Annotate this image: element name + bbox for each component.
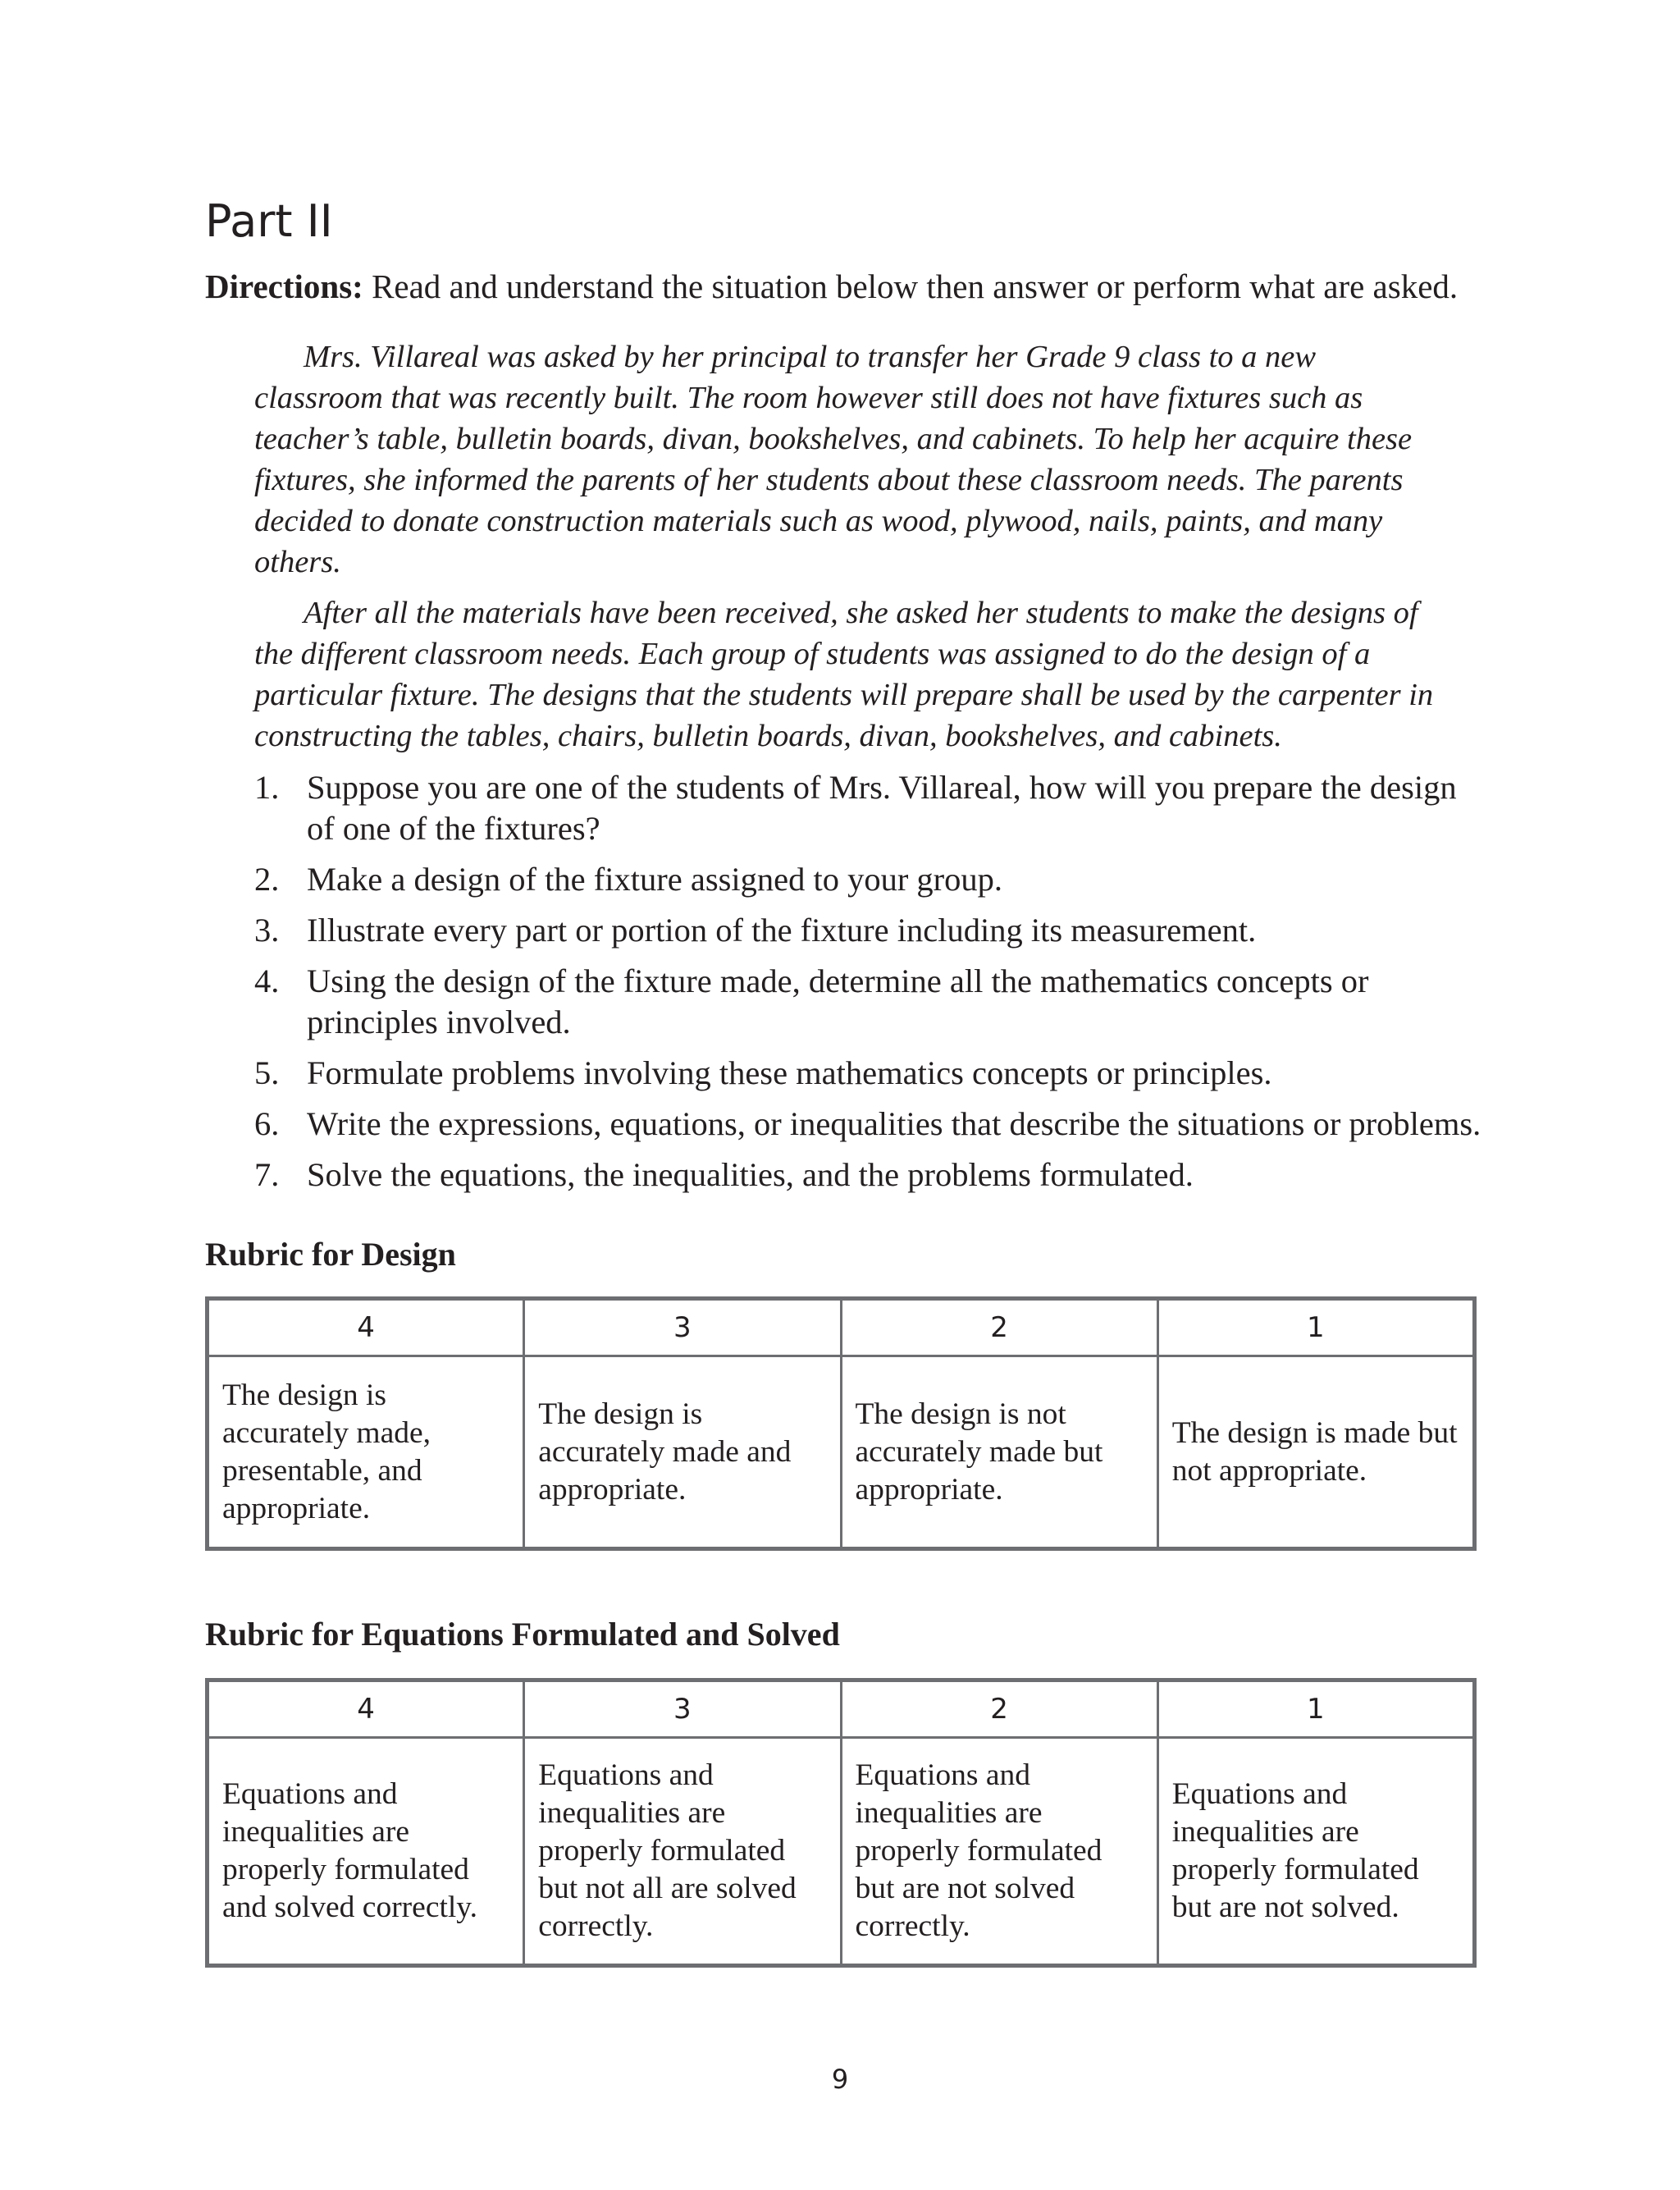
rubric-score-row	[208, 1299, 1475, 1356]
rubric-description-row	[208, 1738, 1475, 1966]
rubric-equations-table	[205, 1678, 1477, 1968]
situation-paragraph: After all the materials have been received, she asked her students to make the designs of the different classroom needs. Each group of students was assigned to do the design of a particular fixture. The designs that the students will prepare shall be used by the carpenter in constructing the tables, chairs, bulletin boards, divan, bookshelves, and cabinets.	[254, 596, 1434, 753]
rubric-equations-title: Rubric for Equations Formulated and Solved	[205, 1616, 840, 1653]
rubric-cell: The design is accurately made and appropriate.	[524, 1356, 841, 1549]
task-list	[254, 767, 1485, 1205]
score-header: 2	[841, 1299, 1157, 1356]
task-text: Solve the equations, the inequalities, and the problems formulated.	[307, 1156, 1194, 1193]
score-header: 2	[841, 1680, 1157, 1738]
task-text: Using the design of the fixture made, determine all the mathematics concepts or principles involved.	[307, 962, 1369, 1040]
directions-label: Directions:	[205, 267, 363, 305]
task-number: 7.	[254, 1156, 280, 1193]
task-item	[254, 1154, 1485, 1196]
situation-passage	[254, 336, 1444, 757]
rubric-cell: Equations and inequalities are properly formulated but are not solved correctly.	[841, 1738, 1157, 1966]
task-number: 2.	[254, 861, 280, 898]
score-header: 4	[208, 1680, 524, 1738]
task-text: Make a design of the fixture assigned to your group.	[307, 861, 1003, 898]
task-item	[254, 961, 1485, 1043]
score-header: 1	[1157, 1680, 1474, 1738]
task-item	[254, 1104, 1485, 1145]
task-number: 1.	[254, 769, 280, 806]
score-header: 1	[1157, 1299, 1474, 1356]
task-item	[254, 910, 1485, 951]
page-number: 9	[831, 2064, 849, 2095]
task-number: 4.	[254, 962, 280, 999]
situation-paragraph: Mrs. Villareal was asked by her principal to transfer her Grade 9 class to a new classroom that was recently built. The room however still does not have fixtures such as teacher’s table, bulletin boards, divan, bookshelves, and cabinets. To help her acquire these fixtures, she informed the parents of her students about these classroom needs. The parents decided to donate construction materials such as wood, plywood, nails, paints, and many others.	[254, 340, 1413, 579]
rubric-design-title: Rubric for Design	[205, 1236, 456, 1273]
task-number: 3.	[254, 912, 280, 949]
task-text: Suppose you are one of the students of Mrs. Villareal, how will you prepare the design of one of the fixtures?	[307, 769, 1457, 847]
task-number: 6.	[254, 1105, 280, 1142]
rubric-cell: The design is accurately made, presentable, and appropriate.	[208, 1356, 524, 1549]
task-text: Formulate problems involving these mathematics concepts or principles.	[307, 1054, 1272, 1091]
rubric-design-table	[205, 1296, 1477, 1551]
rubric-cell: Equations and inequalities are properly formulated but are not solved.	[1157, 1738, 1474, 1966]
task-item	[254, 767, 1485, 849]
rubric-cell: Equations and inequalities are properly formulated and solved correctly.	[208, 1738, 524, 1966]
rubric-cell: Equations and inequalities are properly formulated but not all are solved correctly.	[524, 1738, 841, 1966]
rubric-score-row	[208, 1680, 1475, 1738]
rubric-cell: The design is made but not appropriate.	[1157, 1356, 1474, 1549]
page-title: Part II	[205, 195, 333, 247]
task-number: 5.	[254, 1054, 280, 1091]
score-header: 4	[208, 1299, 524, 1356]
task-item	[254, 1053, 1485, 1094]
task-text: Illustrate every part or portion of the fixture including its measurement.	[307, 912, 1257, 949]
score-header: 3	[524, 1680, 841, 1738]
directions	[205, 267, 1458, 306]
rubric-description-row	[208, 1356, 1475, 1549]
task-text: Write the expressions, equations, or inequalities that describe the situations or problems.	[307, 1105, 1481, 1142]
score-header: 3	[524, 1299, 841, 1356]
directions-text: Read and understand the situation below then answer or perform what are asked.	[363, 267, 1459, 305]
rubric-cell: The design is not accurately made but appropriate.	[841, 1356, 1157, 1549]
task-item	[254, 859, 1485, 900]
